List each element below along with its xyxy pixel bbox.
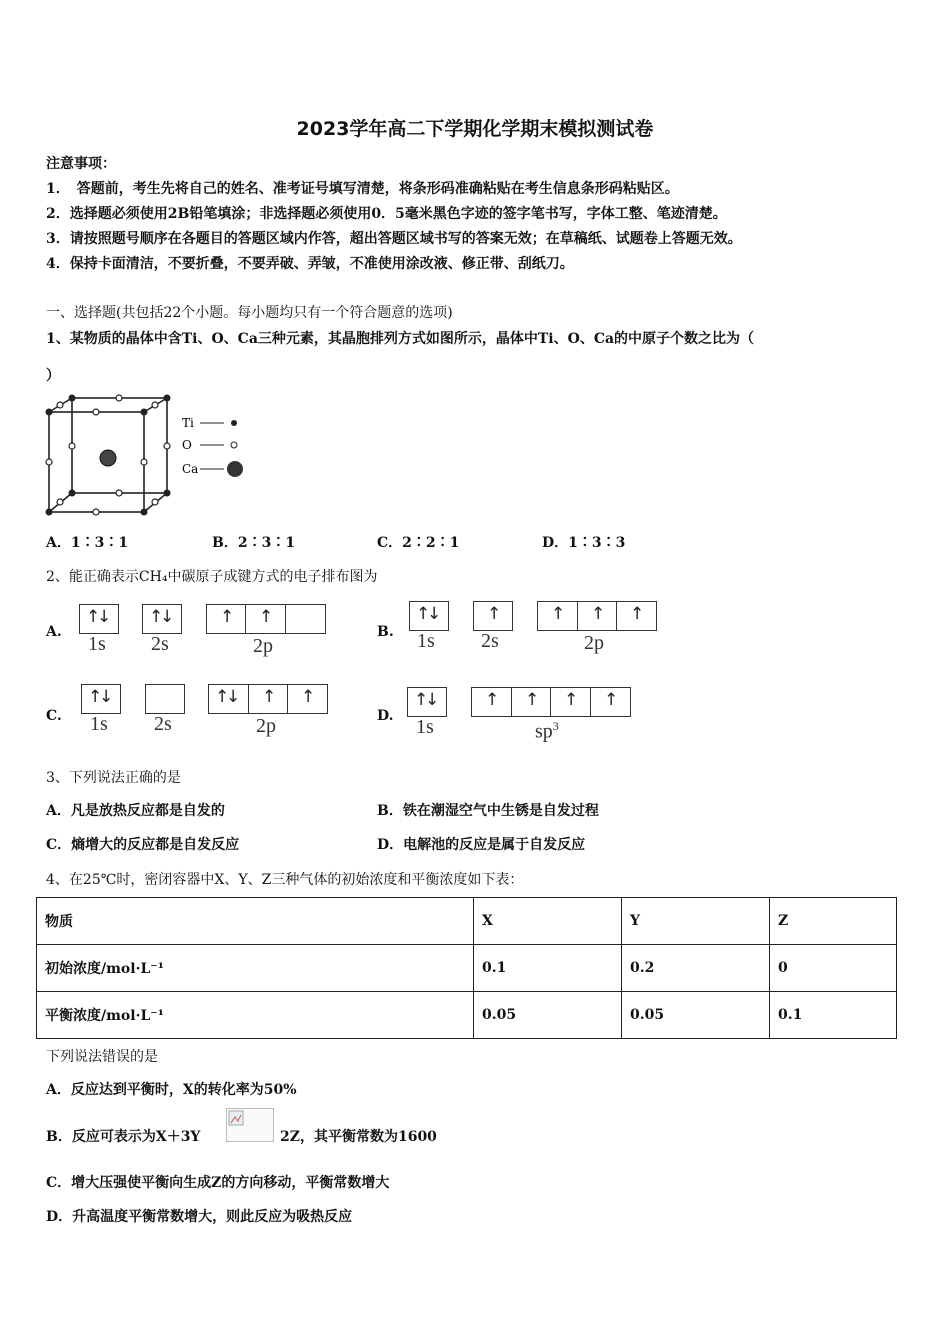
q3-option-a[interactable]: A．凡是放热反应都是自发的 bbox=[46, 803, 225, 819]
q1-stem: 1、某物质的晶体中含Ti、O、Ca三种元素，其晶胞排列方式如图所示，晶体中Ti、O、Ca的中原子个数之比为（ bbox=[46, 331, 755, 347]
q1-option-a[interactable]: A．1∶3∶1 bbox=[46, 535, 129, 551]
concentration-table bbox=[36, 897, 897, 1039]
orbital-box bbox=[145, 684, 185, 714]
table-cell: 0 bbox=[770, 945, 897, 992]
legend-o-dot bbox=[231, 442, 237, 448]
table-row bbox=[37, 992, 897, 1039]
orbital-box: ↑ bbox=[537, 601, 578, 631]
table-header-cell: Y bbox=[622, 898, 770, 945]
orbital-label-2s: 2s bbox=[154, 713, 172, 735]
q3-option-d[interactable]: D．电解池的反应是属于自发反应 bbox=[377, 837, 586, 853]
legend-ca-label: Ca bbox=[182, 462, 199, 476]
notice-heading: 注意事项： bbox=[46, 156, 116, 172]
orbital-box: ↑ bbox=[245, 604, 286, 634]
q2-option-d-label[interactable]: D. bbox=[377, 708, 394, 724]
orbital-label-2s: 2s bbox=[151, 633, 169, 655]
orbital-box: ↑ ↓ bbox=[409, 601, 449, 631]
q4-sub-stem: 下列说法错误的是 bbox=[46, 1049, 158, 1065]
orbital-box: ↑ ↓ bbox=[208, 684, 249, 714]
orbital-label-sp3 bbox=[535, 719, 559, 744]
table-cell: 平衡浓度/mol·L⁻¹ bbox=[37, 992, 474, 1039]
orbital-box bbox=[285, 604, 326, 634]
notice-item: 4．保持卡面清洁，不要折叠，不要弄破、弄皱，不准使用涂改液、修正带、刮纸刀。 bbox=[46, 256, 574, 272]
notice-item: 1． 答题前，考生先将自己的姓名、准考证号填写清楚，将条形码准确粘贴在考生信息条形码粘贴区。 bbox=[46, 181, 679, 197]
table-header-cell: Z bbox=[770, 898, 897, 945]
legend-ca-dot bbox=[227, 461, 243, 477]
q2-option-b-label[interactable]: B. bbox=[377, 624, 394, 640]
section-heading: 一、选择题(共包括22个小题。每小题均只有一个符合题意的选项) bbox=[46, 305, 453, 321]
cell-front-face bbox=[49, 412, 144, 512]
orbital-box: ↑ ↓ bbox=[407, 687, 447, 717]
notice-item: 3．请按照题号顺序在各题目的答题区域内作答，超出答题区域书写的答案无效；在草稿纸、试题卷上答题无效。 bbox=[46, 231, 742, 247]
orbital-label-2p: 2p bbox=[253, 635, 273, 657]
legend-o-label: O bbox=[182, 438, 192, 452]
q4-option-b-tail: 2Z，其平衡常数为1600 bbox=[280, 1129, 437, 1145]
table-cell: 0.05 bbox=[622, 992, 770, 1039]
q3-option-c[interactable]: C．熵增大的反应都是自发反应 bbox=[46, 837, 240, 853]
table-cell: 初始浓度/mol·L⁻¹ bbox=[37, 945, 474, 992]
orbital-box: ↑ ↓ bbox=[81, 684, 121, 714]
ca-atom bbox=[100, 450, 116, 466]
equilibrium-arrow-image bbox=[226, 1108, 274, 1142]
q4-option-d[interactable]: D．升高温度平衡常数增大，则此反应为吸热反应 bbox=[46, 1209, 353, 1225]
table-cell: 0.1 bbox=[770, 992, 897, 1039]
orbital-label-2s: 2s bbox=[481, 630, 499, 652]
broken-image-icon bbox=[227, 1109, 273, 1141]
orbital-box: ↑ bbox=[473, 601, 513, 631]
orbital-box: ↑ bbox=[248, 684, 288, 714]
orbital-label-1s: 1s bbox=[416, 716, 434, 738]
q4-stem: 4、在25℃时，密闭容器中X、Y、Z三种气体的初始浓度和平衡浓度如下表： bbox=[46, 872, 524, 888]
q4-option-a[interactable]: A．反应达到平衡时，X的转化率为50% bbox=[46, 1082, 297, 1098]
orbital-box: ↑ ↓ bbox=[79, 604, 119, 634]
orbital-box: ↑ ↓ bbox=[142, 604, 182, 634]
orbital-box: ↑ bbox=[577, 601, 617, 631]
table-header-row bbox=[37, 898, 897, 945]
q4-option-b[interactable]: B．反应可表示为X＋3Y bbox=[46, 1129, 201, 1145]
legend-ti-dot bbox=[231, 420, 237, 426]
orbital-box: ↑ bbox=[206, 604, 246, 634]
q1-option-d[interactable]: D．1∶3∶3 bbox=[542, 535, 626, 551]
q3-option-b[interactable]: B．铁在潮湿空气中生锈是自发过程 bbox=[377, 803, 599, 819]
orbital-label-2p: 2p bbox=[584, 632, 604, 654]
orbital-box: ↑ bbox=[471, 687, 512, 717]
orbital-box: ↑ bbox=[590, 687, 631, 717]
table-header-cell: 物质 bbox=[37, 898, 474, 945]
q1-stem-end: ） bbox=[46, 368, 60, 384]
table-cell: 0.05 bbox=[474, 992, 622, 1039]
q2-option-c-label[interactable]: C. bbox=[46, 708, 62, 724]
q3-stem: 3、下列说法正确的是 bbox=[46, 770, 181, 786]
orbital-label-1s: 1s bbox=[417, 630, 435, 652]
page-title: 2023学年高二下学期化学期末模拟测试卷 bbox=[296, 118, 654, 140]
orbital-label-1s: 1s bbox=[90, 713, 108, 735]
orbital-label-1s: 1s bbox=[88, 633, 106, 655]
orbital-label-sp: sp bbox=[535, 720, 553, 743]
notice-item: 2．选择题必须使用2B铅笔填涂；非选择题必须使用0．5毫米黑色字迹的签字笔书写，字体工整、笔迹清楚。 bbox=[46, 206, 727, 222]
orbital-box: ↑ bbox=[550, 687, 591, 717]
legend-ti-label: Ti bbox=[182, 416, 194, 430]
orbital-box: ↑ bbox=[287, 684, 328, 714]
table-header-cell: X bbox=[474, 898, 622, 945]
orbital-label-2p: 2p bbox=[256, 715, 276, 737]
q2-option-a-label[interactable]: A. bbox=[46, 624, 62, 640]
table-cell: 0.1 bbox=[474, 945, 622, 992]
q2-stem: 2、能正确表示CH₄中碳原子成键方式的电子排布图为 bbox=[46, 569, 378, 585]
q1-option-c[interactable]: C．2∶2∶1 bbox=[377, 535, 460, 551]
table-cell: 0.2 bbox=[622, 945, 770, 992]
orbital-label-sp-superscript: 3 bbox=[552, 719, 559, 733]
orbital-box: ↑ bbox=[616, 601, 657, 631]
q4-option-c[interactable]: C．增大压强使平衡向生成Z的方向移动，平衡常数增大 bbox=[46, 1175, 390, 1191]
q1-option-b[interactable]: B．2∶3∶1 bbox=[212, 535, 296, 551]
table-row bbox=[37, 945, 897, 992]
crystal-cell-figure bbox=[44, 392, 254, 524]
orbital-box: ↑ bbox=[511, 687, 551, 717]
